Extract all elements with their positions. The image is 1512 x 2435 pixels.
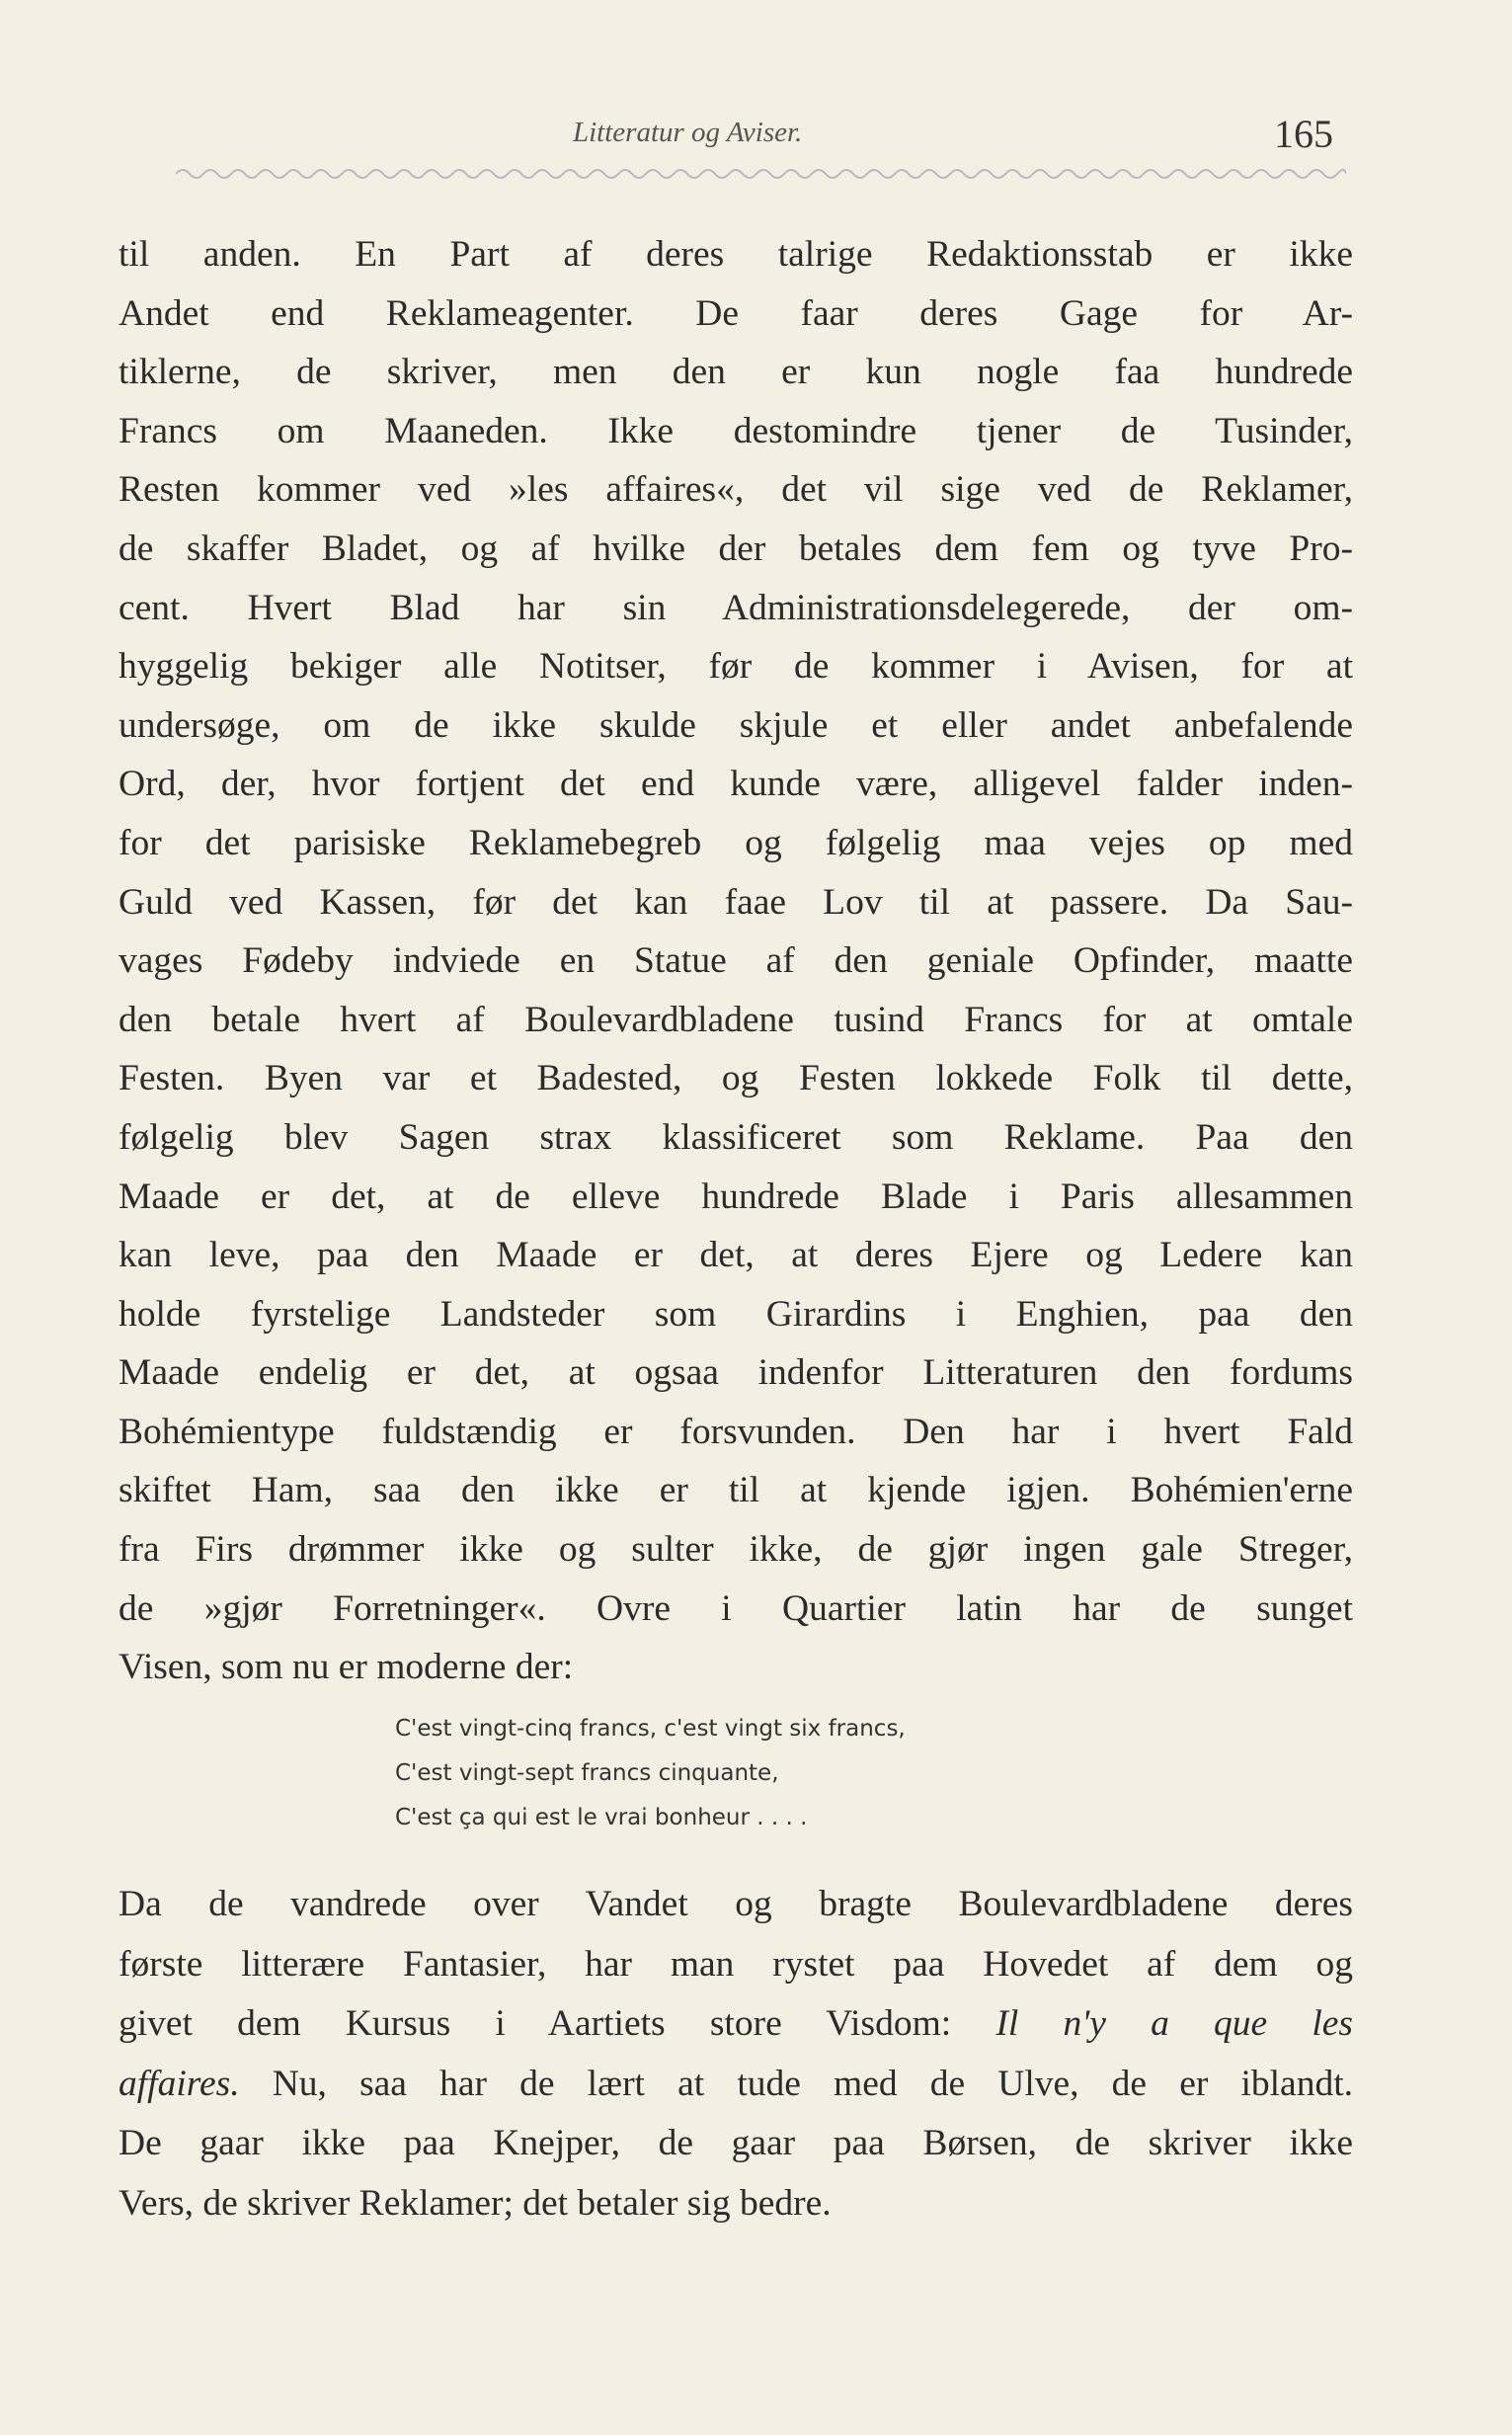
text-line: holde fyrstelige Landsteder som Girardins i Enghien, paa den — [119, 1293, 1353, 1335]
text-line: fra Firs drømmer ikke og sulter ikke, de gjør ingen gale Streger, — [119, 1529, 1353, 1571]
text-line: kan leve, paa den Maade er det, at deres Ejere og Ledere kan — [119, 1235, 1353, 1276]
main-paragraph — [119, 225, 1353, 1697]
text-line: Maade endelig er det, at ogsaa indenfor Litteraturen den fordums — [119, 1352, 1353, 1394]
italic-quote: affaires. — [119, 2063, 240, 2104]
text-line: Francs om Maaneden. Ikke destomindre tjener de Tusinder, — [119, 410, 1353, 451]
text-line: Visen, som nu er moderne der: — [119, 1647, 574, 1688]
text-line: Festen. Byen var et Badested, og Festen lokkede Folk til dette, — [119, 1058, 1353, 1099]
closing-paragraph — [119, 1875, 1353, 2233]
text-line: Maade er det, at de elleve hundrede Blade i Paris allesammen — [119, 1176, 1353, 1217]
text-segment: Nu, saa har de lært at tude med de Ulve, de er iblandt. — [239, 2063, 1353, 2104]
text-line: for det parisiske Reklamebegreb og følgelig maa vejes op med — [119, 822, 1353, 863]
italic-quote: Il n'y a que les — [995, 2003, 1353, 2044]
page-number: 165 — [1274, 112, 1333, 156]
text-line: følgelig blev Sagen strax klassificeret som Reklame. Paa den — [119, 1116, 1353, 1158]
text-line: Da de vandrede over Vandet og bragte Boulevardbladene deres — [119, 1884, 1353, 1924]
text-line: Resten kommer ved »les affaires«, det vil sige ved de Reklamer, — [119, 469, 1353, 511]
text-line: undersøge, om de ikke skulde skjule et eller andet anbefalende — [119, 704, 1353, 746]
text-line — [119, 2055, 1353, 2115]
running-title: Litteratur og Aviser. — [573, 117, 803, 148]
text-line: de skaffer Bladet, og af hvilke der betales dem fem og tyve Pro- — [119, 528, 1353, 569]
text-line: de »gjør Forretninger«. Ovre i Quartier latin har de sunget — [119, 1587, 1353, 1629]
song-verse — [395, 1707, 906, 1840]
text-line: cent. Hvert Blad har sin Administrationsdelegerede, der om- — [119, 587, 1353, 628]
text-line: den betale hvert af Boulevardbladene tusind Francs for at omtale — [119, 999, 1353, 1040]
text-line: hyggelig bekiger alle Notitser, før de kommer i Avisen, for at — [119, 646, 1353, 688]
text-line: skiftet Ham, saa den ikke er til at kjende igjen. Bohémien'erne — [119, 1470, 1353, 1511]
text-line: første litterære Fantasier, har man rystet paa Hovedet af dem og — [119, 1943, 1353, 1985]
text-line: De gaar ikke paa Knejper, de gaar paa Børsen, de skriver ikke — [119, 2123, 1353, 2163]
verse-line: C'est vingt-cinq francs, c'est vingt six francs, — [395, 1716, 906, 1742]
text-line: Ord, der, hvor fortjent det end kunde være, alligevel falder inden- — [119, 764, 1353, 805]
header-rule-ornament — [176, 166, 1346, 182]
text-line: Vers, de skriver Reklamer; det betaler sig bedre. — [119, 2182, 832, 2224]
text-segment: givet dem Kursus i Aartiets store Visdom: — [119, 2003, 996, 2044]
text-line: Bohémientype fuldstændig er forsvunden. Den har i hvert Fald — [119, 1411, 1353, 1452]
text-line — [119, 1994, 1353, 2055]
verse-line: C'est ça qui est le vrai bonheur . . . . — [395, 1805, 808, 1830]
text-line: vages Fødeby indviede en Statue af den geniale Opfinder, maatte — [119, 940, 1353, 982]
text-line: til anden. En Part af deres talrige Redaktionsstab er ikke — [119, 234, 1353, 275]
text-line: Guld ved Kassen, før det kan faae Lov til at passere. Da Sau- — [119, 881, 1353, 923]
text-line: Andet end Reklameagenter. De faar deres Gage for Ar- — [119, 292, 1353, 334]
text-line: tiklerne, de skriver, men den er kun nogle faa hundrede — [119, 352, 1353, 393]
verse-line: C'est vingt-sept francs cinquante, — [395, 1760, 779, 1786]
